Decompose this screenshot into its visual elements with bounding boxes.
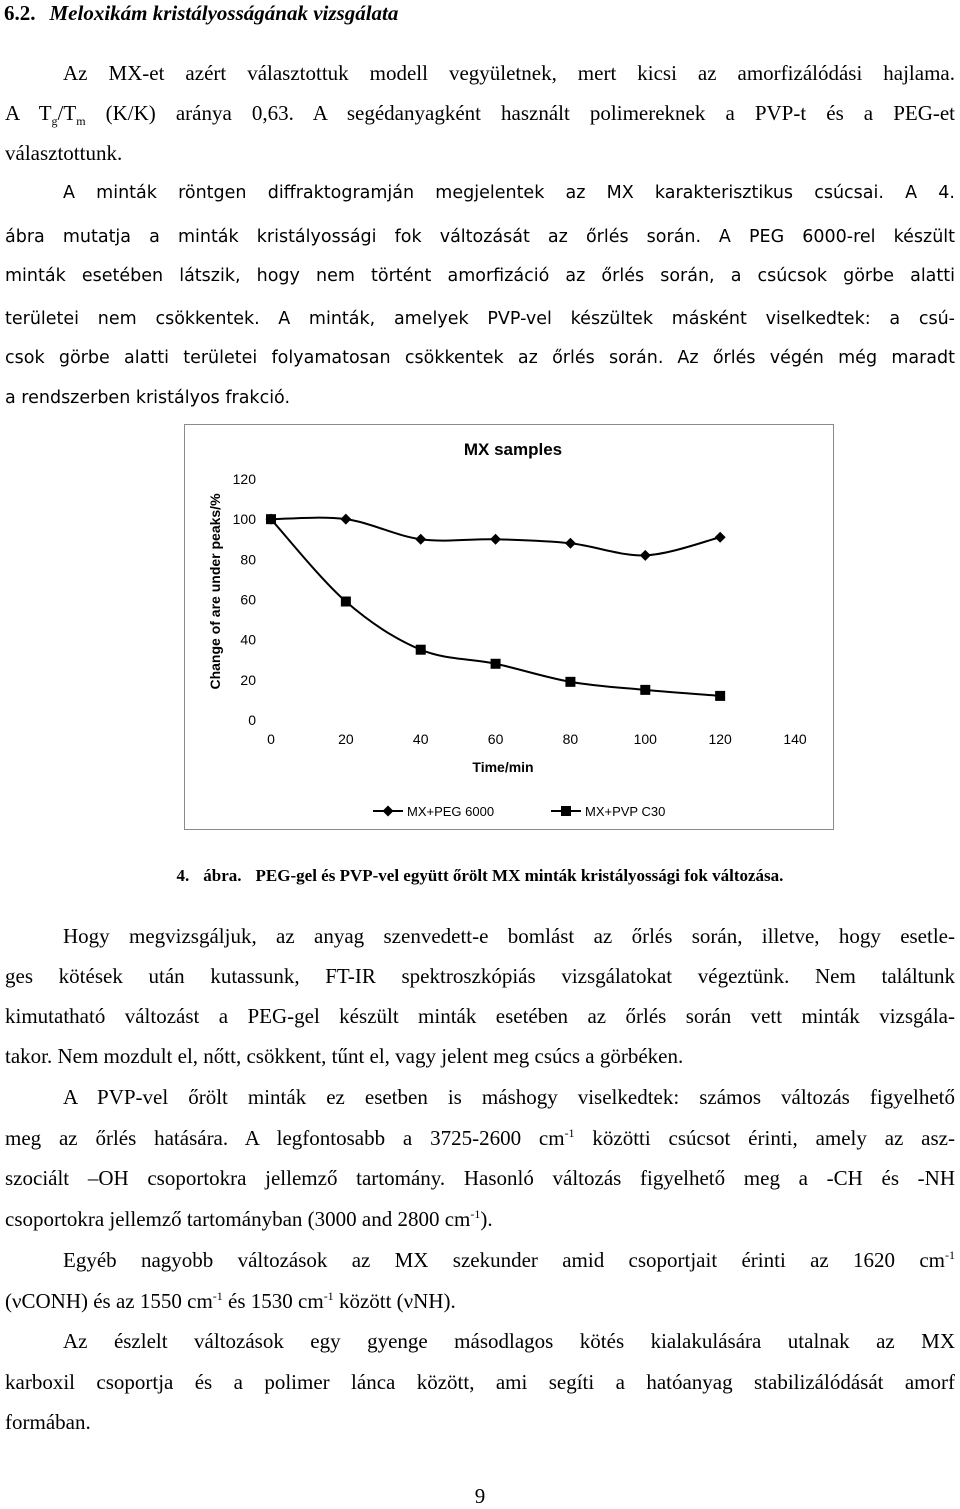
chart-svg <box>185 425 835 831</box>
paragraph2-line3: minták esetében látszik, hogy nem történt amorfizáció az őrlés során, a csúcsok görbe alatti <box>5 266 955 286</box>
paragraph6-line2: karboxil csoportja és a polimer lánca között, ami segíti a hatóanyag stabilizálódását amorf <box>5 1370 955 1394</box>
paragraph1-line2-text: aránya 0,63. A segédanyagként használt polimereknek a PVP-t és a PEG-et <box>175 101 956 125</box>
x-tick-label-3: 60 <box>487 731 504 747</box>
ratio-unit: (K/K) <box>105 101 156 125</box>
paragraph5-line2-sup1: -1 <box>212 1289 223 1303</box>
y-axis-label: Change of are under peaks/% <box>207 493 223 690</box>
x-tick-label-4: 80 <box>562 731 579 747</box>
data-point-s1-5 <box>640 685 650 695</box>
paragraph2-line5-a: csok görbe alatti területei folyamatosan csökkentek az őrlés során. <box>5 348 664 368</box>
ratio-sub-m: m <box>76 114 86 129</box>
y-tick-label-5: 100 <box>232 511 256 528</box>
paragraph3-line3: kimutatható változást a PEG-gel készült minták esetében az őrlés során vett minták vizsgála- <box>5 1004 955 1028</box>
paragraph6-line3: formában. <box>5 1410 91 1434</box>
x-tick-label-7: 140 <box>783 731 807 747</box>
caption-number: 4. <box>176 866 190 885</box>
y-tick-label-2: 40 <box>240 631 256 648</box>
paragraph5-line2-a: (νCONH) és az 1550 cm <box>5 1289 213 1313</box>
x-tick-label-6: 120 <box>708 731 732 747</box>
paragraph5-line1-sup: -1 <box>945 1248 955 1262</box>
paragraph4-line2-a: meg az őrlés hatására. A legfontosabb a 3725-2600 cm <box>5 1126 565 1150</box>
paragraph2-line5 <box>5 342 955 372</box>
y-tick-label-1: 20 <box>240 671 256 688</box>
ratio-slash: /T <box>57 101 77 125</box>
x-tick-label-0: 0 <box>267 731 275 747</box>
x-tick-label-5: 100 <box>633 731 657 747</box>
ratio-sub-g: g <box>51 114 58 129</box>
paragraph2-line4-a: területei nem csökkentek. <box>5 309 260 329</box>
paragraph4-line1: A PVP-vel őrölt minták ez esetben is máshogy viselkedtek: számos változás figyelhető <box>63 1085 955 1109</box>
paragraph1-line1: Az MX-et azért választottuk modell vegyületnek, mert kicsi az amorfizálódási hajlama. <box>63 61 955 85</box>
paragraph5-line2-sup2: -1 <box>323 1289 334 1303</box>
data-point-s1-1 <box>341 597 351 607</box>
paragraph2-line2-a: ábra mutatja a minták kristályossági fok változását az őrlés során. <box>5 227 702 247</box>
paragraph4-line4-sup: -1 <box>470 1207 481 1221</box>
caption-word: ábra. <box>203 866 242 885</box>
caption-text: PEG-gel és PVP-vel együtt őrölt MX minták kristályossági fok változása. <box>255 866 784 885</box>
data-point-s0-4 <box>565 538 576 549</box>
paragraph1-line2 <box>5 99 955 127</box>
paragraph2-line4 <box>5 303 955 333</box>
paragraph5-line2-c: között (νNH). <box>333 1289 456 1313</box>
data-point-s0-6 <box>715 532 726 543</box>
data-point-s1-0 <box>266 514 276 524</box>
y-tick-label-3: 60 <box>240 591 256 608</box>
legend-marker-1 <box>561 806 571 816</box>
paragraph2-line5-b: Az őrlés végén még maradt <box>677 348 955 368</box>
data-point-s0-3 <box>490 534 501 545</box>
section-number: 6.2. <box>4 1 36 25</box>
paragraph1-line3: választottunk. <box>5 141 123 165</box>
data-point-s0-2 <box>415 534 426 545</box>
data-point-s1-4 <box>565 677 575 687</box>
paragraph3-line4: takor. Nem mozdult el, nőtt, csökkent, tűnt el, vagy jelent meg csúcs a görbéken. <box>5 1044 684 1068</box>
paragraph4-line4-b: ). <box>480 1207 493 1231</box>
paragraph5-line1-a: Egyéb nagyobb változások az MX szekunder amid csoportjait érinti az 1620 cm <box>63 1248 945 1272</box>
paragraph2-line1: A minták röntgen diffraktogramján megjelentek az MX karakterisztikus csúcsai. A 4. <box>63 183 955 203</box>
x-tick-label-1: 20 <box>338 731 354 747</box>
chart-title: MX samples <box>463 440 563 459</box>
section-heading <box>4 0 398 26</box>
paragraph2-line6: a rendszerben kristályos frakció. <box>5 388 291 408</box>
legend-marker-0 <box>383 806 394 817</box>
legend-label-0: MX+PEG 6000 <box>407 804 495 819</box>
paragraph5-line2-b: és 1530 cm <box>222 1289 324 1313</box>
paragraph4-line2 <box>5 1124 955 1152</box>
paragraph5-line1 <box>5 1246 955 1274</box>
paragraph2-line2 <box>5 221 955 251</box>
y-tick-label-4: 80 <box>240 551 256 568</box>
paragraph4-line2-b: közötti csúcsot érinti, amely az asz- <box>574 1126 955 1150</box>
paragraph3-line1: Hogy megvizsgáljuk, az anyag szenvedett-e bomlást az őrlés során, illetve, hogy esetle- <box>63 924 955 948</box>
paragraph6-line1: Az észlelt változások egy gyenge másodlagos kötés kialakulására utalnak az MX <box>63 1329 955 1353</box>
paragraph3-line2: ges kötések után kutassunk, FT-IR spektroszkópiás vizsgálatokat végeztünk. Nem találtunk <box>5 964 955 988</box>
data-point-s1-2 <box>416 645 426 655</box>
y-tick-label-6: 120 <box>232 471 256 487</box>
data-point-s1-6 <box>715 691 725 701</box>
paragraph2-line2-b: A PEG 6000-rel készült <box>718 227 956 247</box>
data-point-s0-5 <box>640 550 651 561</box>
paragraph4-line4 <box>5 1205 955 1233</box>
x-tick-label-2: 40 <box>412 731 429 747</box>
paragraph2-line4-b: A minták, amelyek PVP-vel készültek másként viselkedtek: a csú- <box>278 309 955 329</box>
series-line-1 <box>271 519 720 696</box>
legend-label-1: MX+PVP C30 <box>585 804 666 819</box>
figure-caption <box>0 866 960 886</box>
ratio-prefix: A T <box>5 101 52 125</box>
chart-frame <box>184 424 834 830</box>
paragraph4-line4-a: csoportokra jellemző tartományban (3000 and 2800 cm <box>5 1207 471 1231</box>
data-point-s0-1 <box>340 514 351 525</box>
paragraph4-line2-sup: -1 <box>564 1126 575 1140</box>
y-tick-label-0: 0 <box>248 712 256 728</box>
page-number: 9 <box>474 1484 486 1508</box>
data-point-s1-3 <box>491 659 501 669</box>
section-title: Meloxikám kristályosságának vizsgálata <box>49 1 399 25</box>
x-axis-label: Time/min <box>472 759 534 775</box>
paragraph5-line2 <box>5 1287 955 1315</box>
paragraph4-line3: szociált –OH csoportokra jellemző tartomány. Hasonló változás figyelhető meg a -CH és -NH <box>5 1166 955 1190</box>
